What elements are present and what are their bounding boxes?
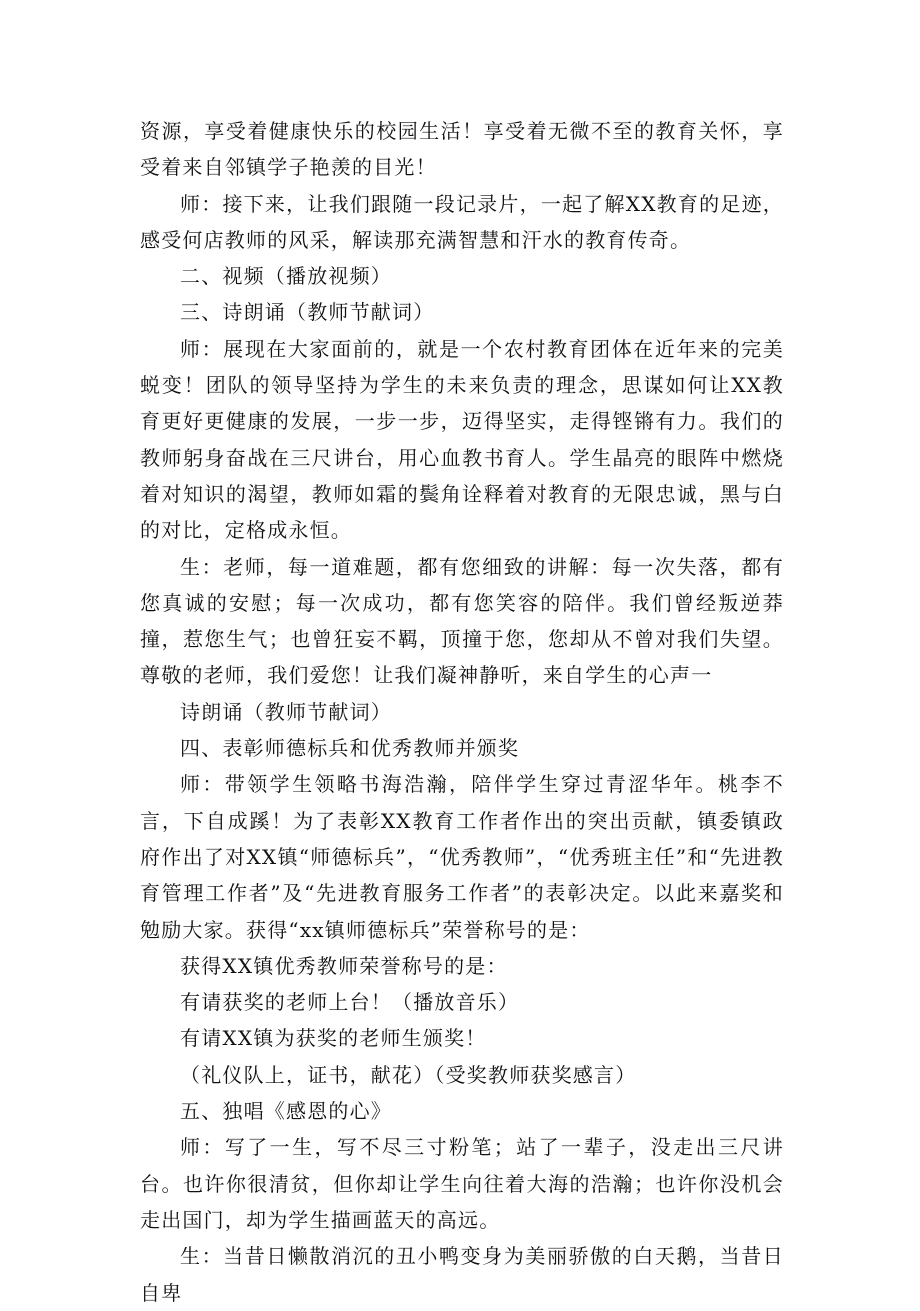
paragraph-invite-present: 有请XX镇为获奖的老师生颁奖！ xyxy=(180,1026,487,1051)
section-heading-awards: 四、表彰师德标兵和优秀教师并颁奖 xyxy=(180,736,520,761)
paragraph-student-gratitude: 生：老师，每一道难题，都有您细致的讲解：每一次失落，都有您真诚的安慰；每一次成功，都有您笑容的陪伴。我们曾经叛逆莽撞，惹您生气；也曾狂妄不羁，顶撞于您，您却从不曾对我们失望。尊敬的老师，我们爱您！让我们凝神静听，来自学生的心声一 xyxy=(140,554,784,688)
section-heading-video: 二、视频（播放视频） xyxy=(180,264,392,289)
section-heading-solo: 五、独唱《感恩的心》 xyxy=(180,1099,392,1124)
paragraph-poem-title: 诗朗诵（教师节献词） xyxy=(180,699,392,724)
paragraph-ceremony: （礼仪队上，证书，献花）（受奖教师获奖感言） xyxy=(180,1062,637,1087)
paragraph-excellent-teachers: 获得XX镇优秀教师荣誉称号的是： xyxy=(180,953,508,978)
paragraph-teacher-awards: 师：带领学生领略书海浩瀚，陪伴学生穿过青涩华年。桃李不言，下自成蹊！为了表彰XX教育工作者作出的突出贡献，镇委镇政府作出了对XX镇“师德标兵”，“优秀教师”，“优秀班主任”和“先进教育管理工作者”及“先进教育服务工作者”的表彰决定。以此来嘉奖和勉励大家。获得“xx镇师德标兵”荣誉称号的是： xyxy=(140,772,784,942)
paragraph-teacher-documentary: 师：接下来，让我们跟随一段记录片，一起了解XX教育的足迹，感受何店教师的风采，解读那充满智慧和汗水的教育传奇。 xyxy=(140,191,784,252)
section-heading-poem: 三、诗朗诵（教师节献词） xyxy=(180,300,435,325)
paragraph-continuation: 资源，享受着健康快乐的校园生活！享受着无微不至的教育关怀，享受着来自邻镇学子艳羡的目光！ xyxy=(140,119,784,180)
paragraph-teacher-transformation: 师：展现在大家面前的，就是一个农村教育团体在近年来的完美蜕变！团队的领导坚持为学生的未来负责的理念，思谋如何让XX教育更好更健康的发展，一步一步，迈得坚实，走得铿锵有力。我们的教师躬身奋战在三尺讲台，用心血教书育人。学生晶亮的眼阵中燃烧着对知识的渴望，教师如霜的鬓角诠释着对教育的无限忠诚，黑与白的对比，定格成永恒。 xyxy=(140,336,784,543)
paragraph-teacher-lifetime: 师：写了一生，写不尽三寸粉笔；站了一辈子，没走出三尺讲台。也许你很清贫，但你却让学生向往着大海的浩瀚；也许你没机会走出国门，却为学生描画蓝天的高远。 xyxy=(140,1135,784,1232)
paragraph-student-transformation: 生：当昔日懒散消沉的丑小鸭变身为美丽骄傲的白天鹅，当昔日自卑 xyxy=(140,1244,784,1305)
paragraph-invite-stage: 有请获奖的老师上台！（播放音乐） xyxy=(180,990,520,1015)
